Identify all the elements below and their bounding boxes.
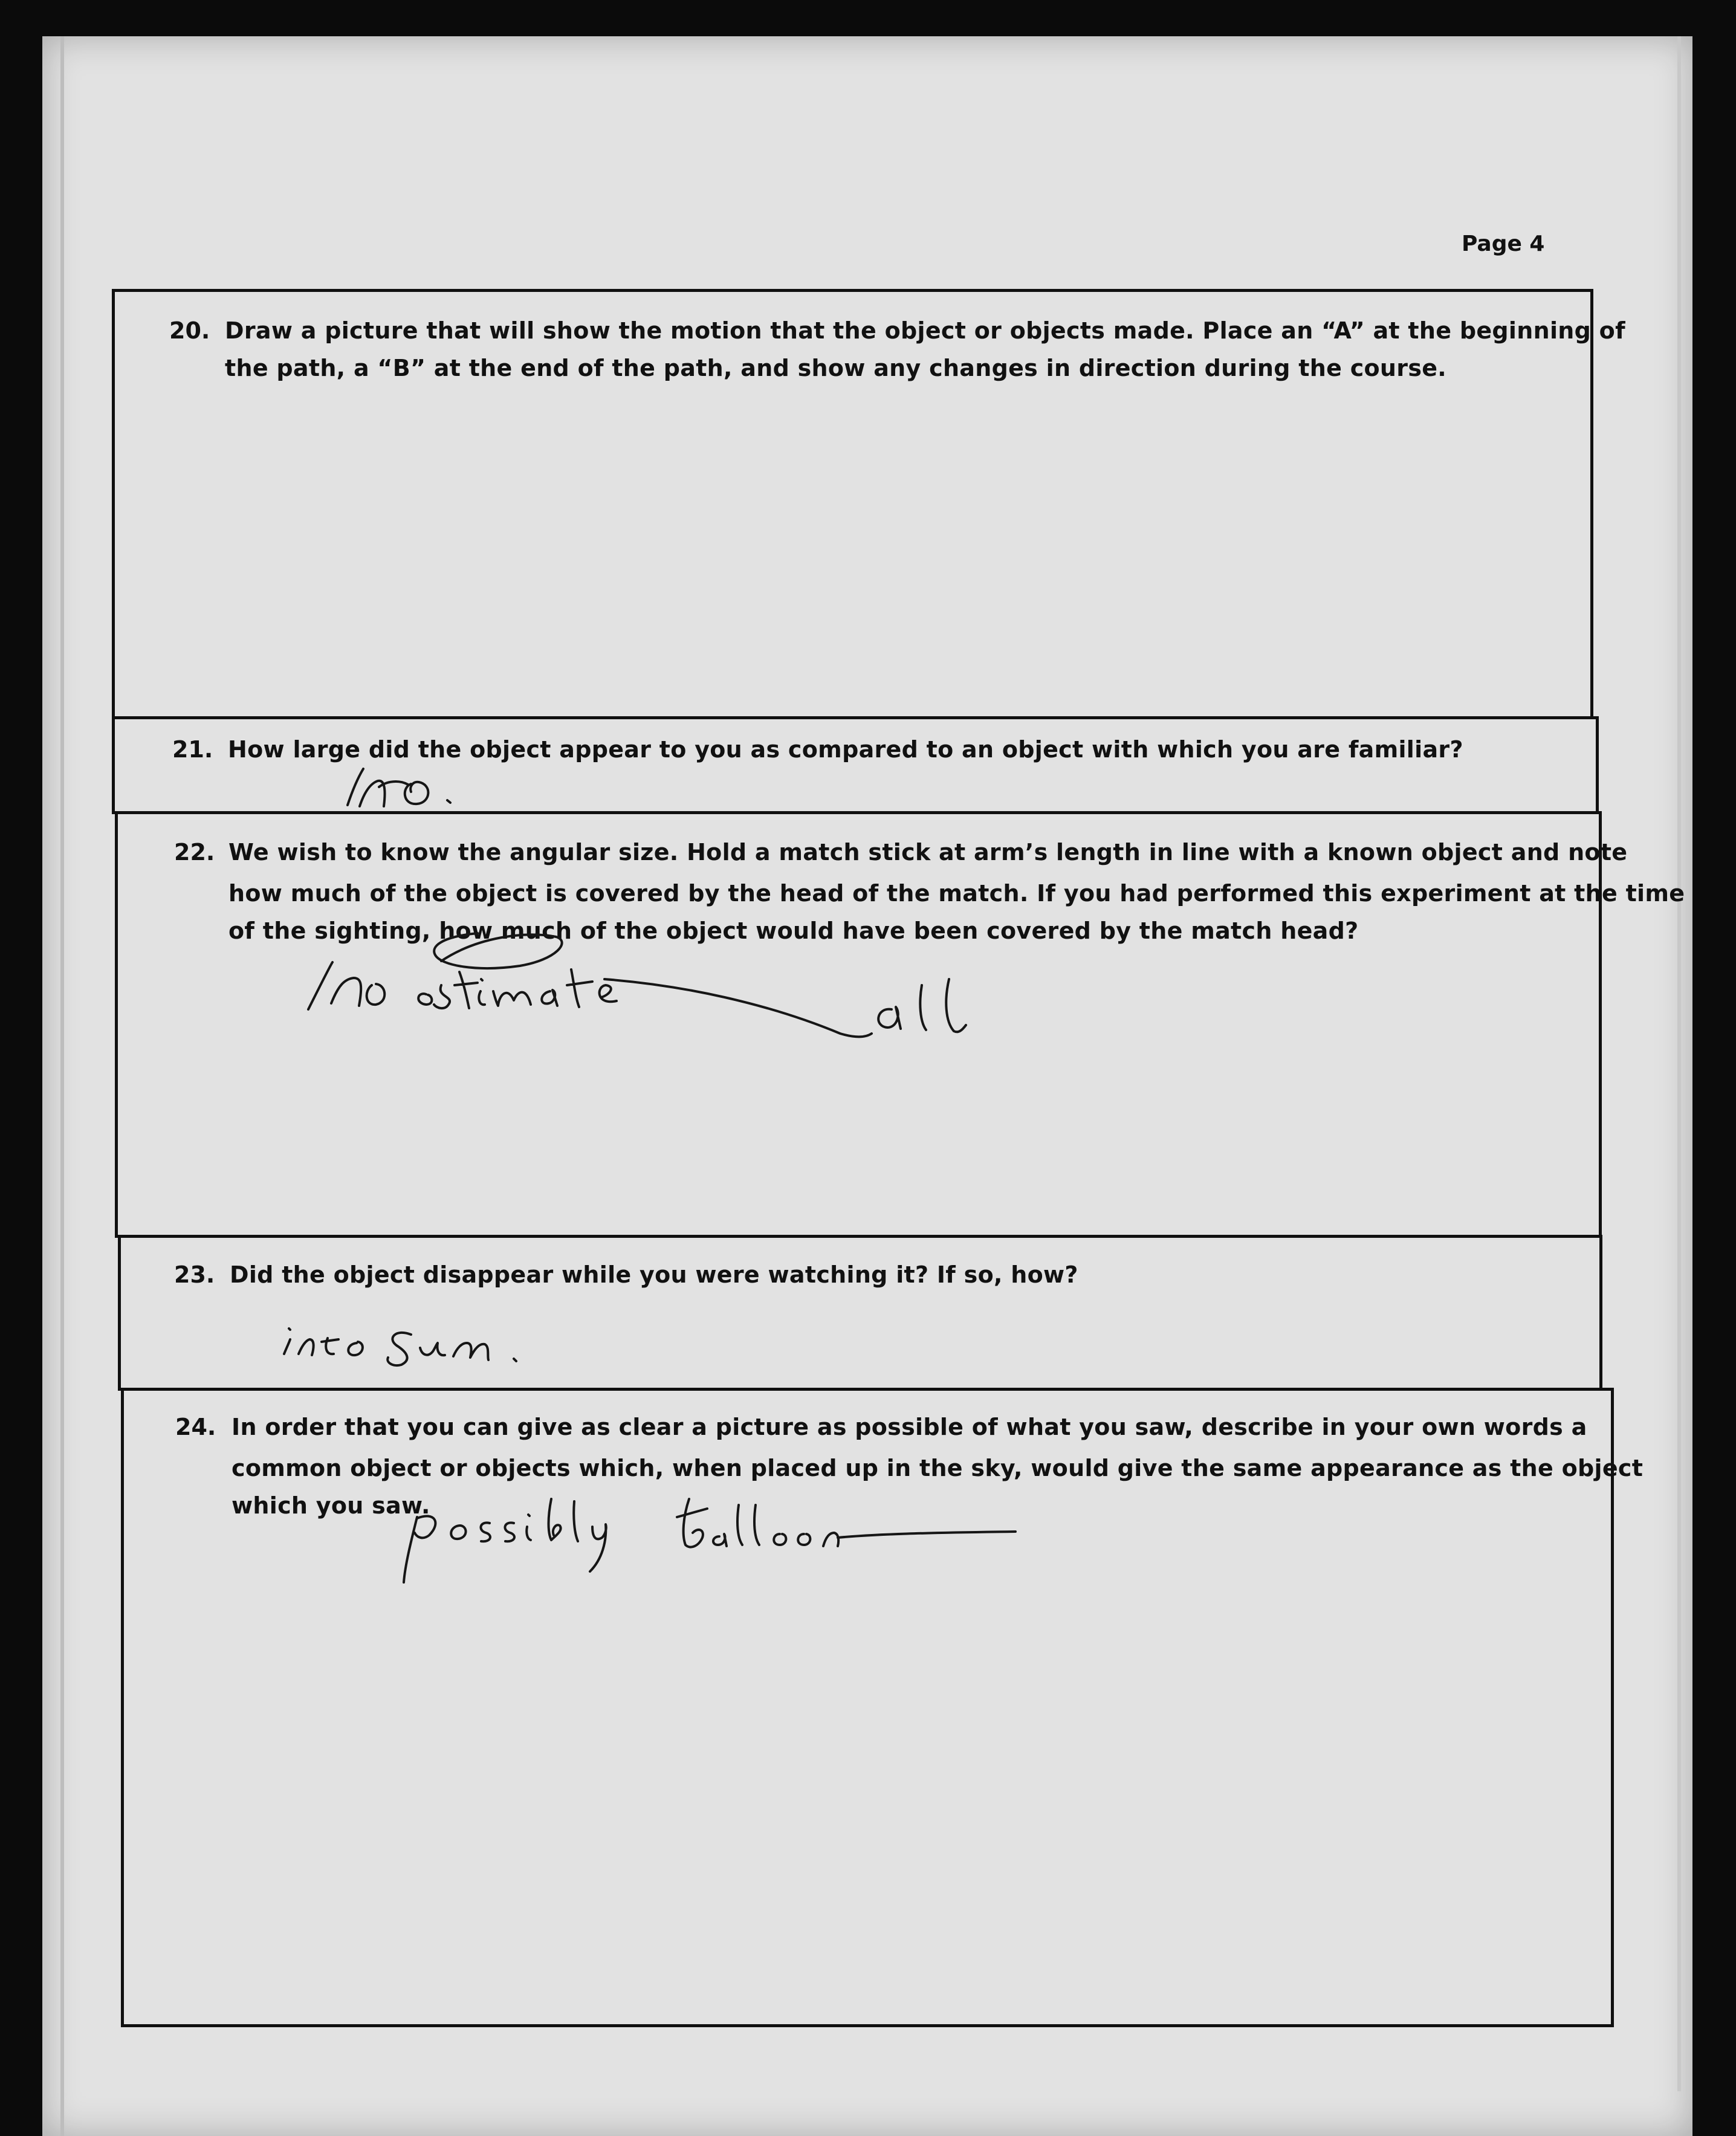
- handwritten-answer-22: [296, 895, 1003, 1052]
- question-23-line-1: Did the object disappear while you were watching it? If so, how?: [230, 1261, 1078, 1288]
- handwriting-possibly-balloon: [393, 1475, 1022, 1590]
- question-24-line-1: In order that you can give as clear a picture as possible of what you saw, describe in your own words a: [232, 1414, 1587, 1440]
- handwriting-no: [342, 763, 474, 811]
- handwritten-answer-24: [393, 1475, 1022, 1590]
- question-24-line-2: common object or objects which, when placed up in the sky, would give the same appearance as the object: [232, 1455, 1644, 1481]
- question-20-line-2: the path, a “B” at the end of the path, and show any changes in direction during the course.: [225, 355, 1447, 381]
- handwritten-answer-23: [272, 1299, 586, 1372]
- question-24-number: 24.: [175, 1414, 216, 1440]
- handwriting-no-estimate-all: [296, 895, 1003, 1052]
- question-21-line-1: How large did the object appear to you as compared to an object with which you are familiar?: [228, 736, 1463, 763]
- question-22-line-2: how much of the object is covered by the head of the match. If you had performed this experiment at the time: [228, 880, 1685, 907]
- scan-edge: [60, 36, 64, 2136]
- question-20-line-1: Draw a picture that will show the motion that the object or objects made. Place an “A” at the beginning of: [225, 317, 1625, 344]
- scan-edge: [1677, 36, 1681, 2091]
- question-22-line-1: We wish to know the angular size. Hold a match stick at arm’s length in line with a known object and note: [228, 839, 1628, 866]
- question-24-line-3: which you saw.: [232, 1492, 430, 1519]
- question-21-number: 21.: [172, 736, 213, 763]
- handwritten-answer-21: [342, 763, 474, 811]
- question-22-line-3: of the sighting, how much of the object would have been covered by the match head?: [228, 918, 1359, 944]
- handwriting-into-sun: [272, 1299, 586, 1372]
- question-23-number: 23.: [174, 1261, 215, 1288]
- question-22-number: 22.: [174, 839, 215, 866]
- page-number: Page 4: [1462, 231, 1545, 256]
- question-20-number: 20.: [169, 317, 210, 344]
